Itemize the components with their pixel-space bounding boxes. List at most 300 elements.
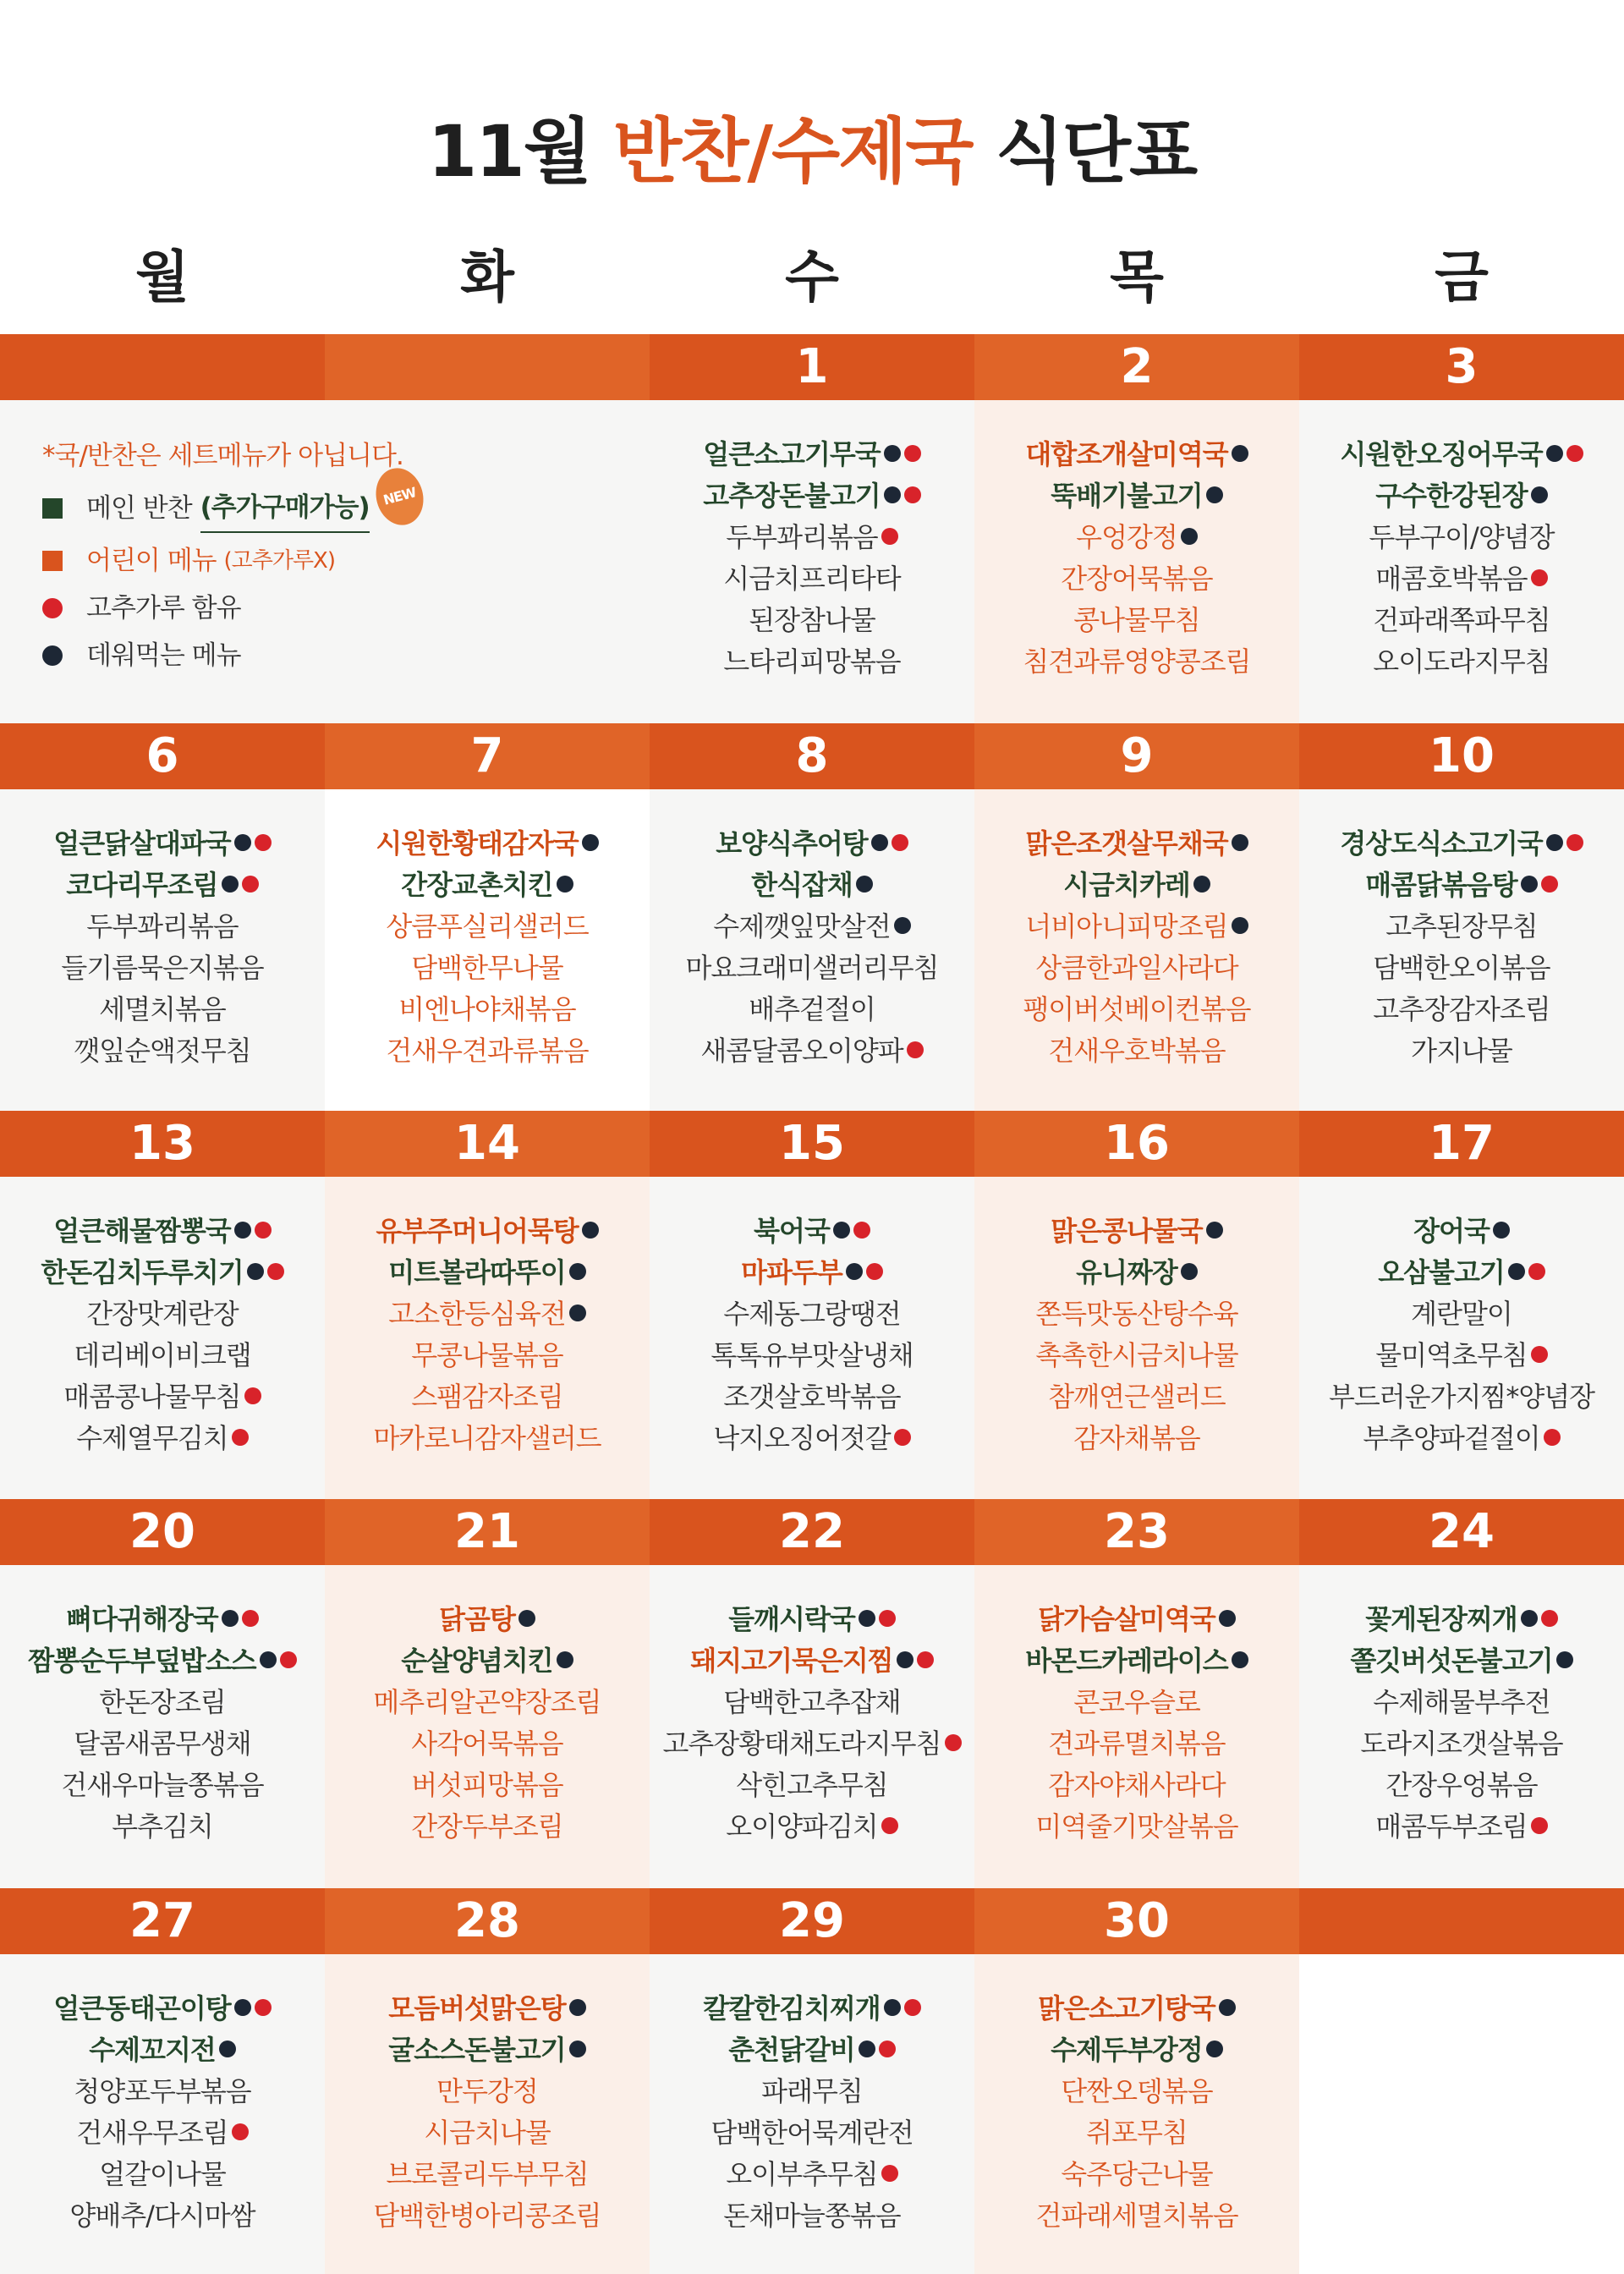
red-pepper-dot-icon	[232, 2123, 249, 2140]
side-dish	[0, 1335, 325, 1376]
side-dish	[325, 1682, 650, 1723]
reheat-dot-icon	[234, 834, 251, 851]
day-menu	[974, 400, 1299, 723]
reheat-dot-icon	[222, 1610, 239, 1627]
reheat-dot-icon	[1181, 1263, 1198, 1280]
dish-name: 간장우엉볶음	[1385, 1769, 1538, 1801]
dish-name: 새콤달콤오이양파	[700, 1035, 903, 1067]
legend-red-label: 고추가루 함유	[86, 593, 241, 623]
main-dish	[650, 823, 974, 865]
dish-name: 고추장돈불고기	[703, 480, 881, 512]
weekday-thu: 목	[1110, 244, 1164, 310]
dish-name: 톡톡유부맛살냉채	[710, 1339, 914, 1371]
side-dish	[325, 1806, 650, 1848]
day-menu	[0, 1177, 325, 1499]
main-dish	[650, 1211, 974, 1252]
side-dish	[325, 906, 650, 948]
red-pepper-dot-icon	[907, 1041, 924, 1058]
dish-name: 감자채볶음	[1073, 1422, 1200, 1454]
reheat-dot-icon	[582, 1222, 599, 1239]
date-number: 15	[779, 1116, 845, 1171]
main-dish	[325, 823, 650, 865]
date-bar	[0, 334, 1624, 400]
legend-kid	[42, 537, 650, 585]
reheat-dot-icon	[1232, 1651, 1248, 1668]
dish-name: 굴소스돈불고기	[388, 2034, 566, 2066]
dish-name: 팽이버섯베이컨볶음	[1023, 993, 1251, 1025]
red-pepper-dot-icon	[892, 834, 908, 851]
side-dish	[0, 1294, 325, 1335]
title-month: 11월	[427, 110, 590, 193]
day-menu	[1299, 1177, 1624, 1499]
main-dish	[325, 1211, 650, 1252]
kid-square-icon	[42, 551, 63, 571]
reheat-dot-icon	[1531, 486, 1548, 503]
red-dot-icon	[42, 598, 63, 618]
side-dish	[0, 2112, 325, 2154]
main-dish	[974, 1599, 1299, 1640]
main-dish	[0, 1211, 325, 1252]
date-number: 9	[974, 723, 1299, 789]
dish-name: 칼칼한김치찌개	[703, 1992, 881, 2024]
side-dish	[325, 948, 650, 989]
reheat-dot-icon	[1219, 1610, 1236, 1627]
side-dish	[1299, 1806, 1624, 1848]
date-number	[1299, 1888, 1624, 1954]
red-pepper-dot-icon	[242, 876, 259, 893]
dish-name: 메추리알곤약장조림	[373, 1686, 601, 1718]
red-pepper-dot-icon	[244, 1387, 261, 1404]
reheat-dot-icon	[557, 1651, 573, 1668]
main-dish	[650, 2030, 974, 2071]
red-pepper-dot-icon	[1541, 876, 1558, 893]
dish-name: 미트볼라따뚜이	[388, 1256, 566, 1288]
dish-name: 건새우마늘쫑볶음	[61, 1769, 264, 1801]
dish-name: 담백한어묵계란전	[710, 2117, 914, 2149]
dish-name: 닭가슴살미역국	[1038, 1603, 1215, 1635]
dish-name: 부드러운가지찜*양념장	[1328, 1381, 1595, 1413]
side-dish	[1299, 517, 1624, 558]
main-dish	[325, 865, 650, 906]
main-dish	[1299, 823, 1624, 865]
dish-name: 수제두부강정	[1051, 2034, 1203, 2066]
dish-name: 계란말이	[1411, 1298, 1512, 1330]
main-dish	[325, 1252, 650, 1294]
day-menu	[974, 1177, 1299, 1499]
dish-name: 브로콜리두부무침	[386, 2158, 589, 2190]
side-dish	[974, 1376, 1299, 1418]
dish-name: 구수한강된장	[1375, 480, 1528, 512]
date-number: 2	[974, 334, 1299, 400]
side-dish	[974, 2112, 1299, 2154]
title-accent: 반찬/수제국	[613, 110, 973, 193]
dish-name: 침견과류영양콩조림	[1023, 645, 1251, 678]
side-dish	[650, 1765, 974, 1806]
main-dish	[650, 865, 974, 906]
dish-name: 시원한황태감자국	[376, 827, 579, 860]
main-dish	[325, 2030, 650, 2071]
dish-name: 담백한고추잡채	[723, 1686, 901, 1718]
side-dish	[325, 1030, 650, 1072]
side-dish	[0, 1806, 325, 1848]
day-menu	[974, 789, 1299, 1111]
main-dish	[0, 823, 325, 865]
week-row	[0, 1888, 1624, 2274]
dish-name: 무콩나물볶음	[411, 1339, 563, 1371]
dish-name: 순살양념치킨	[401, 1645, 553, 1677]
day-menu	[1299, 1565, 1624, 1888]
side-dish	[650, 948, 974, 989]
date-number: 22	[779, 1504, 845, 1559]
side-dish	[1299, 641, 1624, 683]
red-pepper-dot-icon	[881, 1817, 898, 1834]
menu-row	[0, 400, 1624, 723]
red-pepper-dot-icon	[1544, 1429, 1561, 1446]
dish-name: 들기름묵은지볶음	[61, 952, 264, 984]
dish-name: 두부구이/양념장	[1369, 521, 1555, 553]
reheat-dot-icon	[1556, 1651, 1573, 1668]
side-dish	[325, 1294, 650, 1335]
reheat-dot-icon	[884, 1999, 901, 2016]
dish-name: 모듬버섯맑은탕	[388, 1992, 566, 2024]
dish-name: 깻잎순액젓무침	[74, 1035, 251, 1067]
side-dish	[0, 1723, 325, 1765]
dish-name: 담백한무나물	[411, 952, 563, 984]
date-number: 1	[795, 339, 829, 394]
reheat-dot-icon	[569, 1305, 586, 1321]
red-pepper-dot-icon	[879, 2041, 896, 2057]
red-pepper-dot-icon	[853, 1222, 870, 1239]
red-pepper-dot-icon	[904, 445, 921, 462]
dish-name: 매콤두부조림	[1375, 1810, 1528, 1843]
side-dish	[325, 2195, 650, 2237]
dish-name: 맑은소고기탕국	[1038, 1992, 1215, 2024]
side-dish	[974, 600, 1299, 641]
dish-name: 낙지오징어젓갈	[713, 1422, 891, 1454]
dish-name: 비엔나야채볶음	[398, 993, 576, 1025]
dish-name: 미역줄기맛살볶음	[1035, 1810, 1238, 1843]
date-number: 13	[129, 1116, 195, 1171]
side-dish	[1299, 600, 1624, 641]
dish-name: 수제꼬지전	[89, 2034, 216, 2066]
main-dish	[325, 1988, 650, 2030]
side-dish	[974, 558, 1299, 600]
red-pepper-dot-icon	[255, 834, 272, 851]
main-dish	[650, 434, 974, 475]
side-dish	[325, 989, 650, 1030]
side-dish	[1299, 906, 1624, 948]
page-title	[0, 95, 1624, 197]
side-dish	[0, 1765, 325, 1806]
dish-name: 수제열무김치	[76, 1422, 228, 1454]
day-menu	[325, 789, 650, 1111]
side-dish	[650, 517, 974, 558]
side-dish	[0, 1682, 325, 1723]
red-pepper-dot-icon	[881, 528, 898, 545]
date-bar	[0, 723, 1624, 789]
side-dish	[325, 1335, 650, 1376]
red-pepper-dot-icon	[242, 1610, 259, 1627]
side-dish	[650, 2154, 974, 2195]
reheat-dot-icon	[1206, 486, 1223, 503]
date-bar	[0, 1111, 1624, 1177]
main-dish	[325, 1599, 650, 1640]
dish-name: 너비아니피망조림	[1025, 910, 1228, 942]
side-dish	[974, 1723, 1299, 1765]
menu-row	[0, 789, 1624, 1111]
dish-name: 유니짜장	[1076, 1256, 1177, 1288]
dish-name: 건새우무조림	[76, 2117, 228, 2149]
dish-name: 한돈김치두루치기	[41, 1256, 244, 1288]
dish-name: 세멸치볶음	[99, 993, 226, 1025]
day-menu	[1299, 400, 1624, 723]
reheat-dot-icon	[1546, 445, 1563, 462]
side-dish	[974, 2154, 1299, 2195]
new-badge: NEW	[370, 463, 430, 530]
date-number: 16	[974, 1111, 1299, 1177]
red-pepper-dot-icon	[1528, 1263, 1545, 1280]
dish-name: 시금치프리타타	[723, 563, 901, 595]
menu-row	[0, 1565, 1624, 1888]
reheat-dot-icon	[1193, 876, 1210, 893]
dish-name: 쥐포무침	[1086, 2117, 1188, 2149]
legend-main	[42, 480, 650, 537]
day-menu	[1299, 789, 1624, 1111]
reheat-dot-icon	[859, 1610, 875, 1627]
side-dish	[974, 1030, 1299, 1072]
dish-name: 사각어묵볶음	[411, 1727, 563, 1760]
reheat-dot-icon	[234, 1222, 251, 1239]
main-dish	[650, 1599, 974, 1640]
dish-name: 돈채마늘쫑볶음	[723, 2200, 901, 2232]
side-dish	[650, 600, 974, 641]
legend-main-buy: (추가구매가능)	[200, 484, 370, 533]
dish-name: 건파래쪽파무침	[1373, 604, 1550, 636]
dish-name: 물미역초무침	[1375, 1339, 1528, 1371]
reheat-dot-icon	[1508, 1263, 1525, 1280]
dish-name: 북어국	[754, 1215, 830, 1247]
side-dish	[974, 1335, 1299, 1376]
dish-name: 매콤호박볶음	[1375, 563, 1528, 595]
reheat-dot-icon	[897, 1651, 914, 1668]
dish-name: 오이양파김치	[726, 1810, 878, 1843]
dish-name: 느타리피망볶음	[723, 645, 901, 678]
reheat-dot-icon	[884, 486, 901, 503]
main-dish	[974, 865, 1299, 906]
side-dish	[1299, 1294, 1624, 1335]
date-number: 14	[325, 1111, 650, 1177]
main-dish	[974, 2030, 1299, 2071]
reheat-dot-icon	[222, 876, 239, 893]
dish-name: 가지나물	[1411, 1035, 1512, 1067]
red-pepper-dot-icon	[881, 2165, 898, 2182]
dish-name: 고추된장무침	[1385, 910, 1538, 942]
reheat-dot-icon	[569, 2041, 586, 2057]
side-dish	[974, 989, 1299, 1030]
menu-row	[0, 1177, 1624, 1499]
week-row	[0, 1499, 1624, 1888]
reheat-dot-icon	[247, 1263, 264, 1280]
legend-main-label: 메인 반찬	[86, 493, 192, 524]
side-dish	[974, 1682, 1299, 1723]
dish-name: 보양식추어탕	[716, 827, 868, 860]
side-dish	[0, 1030, 325, 1072]
reheat-dot-icon	[260, 1651, 277, 1668]
main-dish	[325, 1640, 650, 1682]
reheat-dot-icon	[1546, 834, 1563, 851]
reheat-dot-icon	[518, 1610, 535, 1627]
dish-name: 시금치카레	[1063, 869, 1190, 901]
dish-name: 감자야채사라다	[1048, 1769, 1226, 1801]
date-number: 6	[145, 728, 179, 783]
side-dish	[1299, 1765, 1624, 1806]
day-menu	[650, 1954, 974, 2274]
legend-kid-label: 어린이 메뉴	[86, 546, 217, 576]
dish-name: 도라지조갯살볶음	[1360, 1727, 1563, 1760]
dish-name: 마카로니감자샐러드	[373, 1422, 601, 1454]
dish-name: 담백한병아리콩조림	[373, 2200, 601, 2232]
dish-name: 건새우호박볶음	[1048, 1035, 1226, 1067]
main-dish	[0, 1640, 325, 1682]
side-dish	[325, 2112, 650, 2154]
legend-dark	[42, 632, 650, 679]
dish-name: 간장어묵볶음	[1061, 563, 1213, 595]
side-dish	[0, 2154, 325, 2195]
dish-name: 두부꽈리볶음	[86, 910, 239, 942]
date-number: 7	[325, 723, 650, 789]
dish-name: 쫄깃버섯돈불고기	[1350, 1645, 1553, 1677]
dish-name: 경상도식소고기국	[1340, 827, 1543, 860]
day-menu	[650, 1565, 974, 1888]
dish-name: 닭곰탕	[439, 1603, 515, 1635]
reheat-dot-icon	[884, 445, 901, 462]
dish-name: 우엉강정	[1076, 521, 1177, 553]
dish-name: 배추겉절이	[749, 993, 875, 1025]
date-number: 24	[1429, 1504, 1495, 1559]
reheat-dot-icon	[569, 1263, 586, 1280]
dish-name: 파래무침	[761, 2075, 863, 2107]
dish-name: 버섯피망볶음	[411, 1769, 563, 1801]
dish-name: 수제해물부추전	[1373, 1686, 1550, 1718]
main-dish	[974, 475, 1299, 517]
reheat-dot-icon	[871, 834, 888, 851]
side-dish	[650, 1335, 974, 1376]
dish-name: 뼈다귀해장국	[66, 1603, 218, 1635]
legend	[0, 400, 650, 723]
dish-name: 맑은콩나물국	[1051, 1215, 1203, 1247]
legend-note: *국/반찬은 세트메뉴가 아닙니다.	[42, 441, 403, 471]
dish-name: 오이도라지무침	[1373, 645, 1550, 678]
red-pepper-dot-icon	[255, 1222, 272, 1239]
reheat-dot-icon	[1232, 445, 1248, 462]
reheat-dot-icon	[569, 1999, 586, 2016]
red-pepper-dot-icon	[267, 1263, 284, 1280]
dish-name: 달콤새콤무생채	[74, 1727, 251, 1760]
side-dish	[650, 1294, 974, 1335]
menu-row	[0, 1954, 1624, 2274]
side-dish	[650, 1376, 974, 1418]
dish-name: 수제동그랑땡전	[723, 1298, 901, 1330]
dish-name: 콩나물무침	[1073, 604, 1200, 636]
reheat-dot-icon	[234, 1999, 251, 2016]
dish-name: 부추양파겉절이	[1363, 1422, 1540, 1454]
dish-name: 두부꽈리볶음	[726, 521, 878, 553]
red-pepper-dot-icon	[879, 1610, 896, 1627]
reheat-dot-icon	[856, 876, 873, 893]
date-number: 8	[795, 728, 829, 783]
main-dish	[1299, 475, 1624, 517]
day-menu	[0, 1565, 325, 1888]
day-menu	[650, 789, 974, 1111]
dish-name: 숙주당근나물	[1061, 2158, 1213, 2190]
dish-name: 시원한오징어무국	[1340, 438, 1543, 470]
reheat-dot-icon	[582, 834, 599, 851]
dish-name: 조갯살호박볶음	[723, 1381, 901, 1413]
side-dish	[1299, 948, 1624, 989]
dish-name: 간장교촌치킨	[401, 869, 553, 901]
main-dish	[1299, 1211, 1624, 1252]
red-pepper-dot-icon	[280, 1651, 297, 1668]
dish-name: 고추장감자조림	[1373, 993, 1550, 1025]
dish-name: 촉촉한시금치나물	[1035, 1339, 1238, 1371]
dish-name: 고소한등심육전	[388, 1298, 566, 1330]
dish-name: 간장맛계란장	[86, 1298, 239, 1330]
reheat-dot-icon	[833, 1222, 850, 1239]
main-dish	[1299, 1252, 1624, 1294]
date-number: 10	[1429, 728, 1495, 783]
side-dish	[1299, 989, 1624, 1030]
date-number	[325, 334, 650, 400]
dish-name: 돼지고기묵은지찜	[690, 1645, 893, 1677]
day-menu	[650, 400, 974, 723]
side-dish	[974, 2071, 1299, 2112]
side-dish	[974, 1418, 1299, 1459]
weekday-fri: 금	[1435, 244, 1489, 310]
side-dish	[325, 1723, 650, 1765]
side-dish	[650, 1723, 974, 1765]
main-dish	[0, 2030, 325, 2071]
day-menu	[325, 1954, 650, 2274]
main-dish	[0, 1599, 325, 1640]
side-dish	[0, 1376, 325, 1418]
reheat-dot-icon	[1521, 876, 1538, 893]
dish-name: 고추장황태채도라지무침	[662, 1727, 941, 1760]
side-dish	[974, 641, 1299, 683]
day-menu	[0, 1954, 325, 2274]
reheat-dot-icon	[1493, 1222, 1510, 1239]
dish-name: 담백한오이볶음	[1373, 952, 1550, 984]
week-row	[0, 334, 1624, 723]
dish-name: 견과류멸치볶음	[1048, 1727, 1226, 1760]
main-dish	[974, 1252, 1299, 1294]
dish-name: 뚝배기불고기	[1051, 480, 1203, 512]
week-row	[0, 723, 1624, 1111]
dish-name: 오이부추무침	[726, 2158, 878, 2190]
dish-name: 맑은조갯살무채국	[1025, 827, 1228, 860]
red-pepper-dot-icon	[894, 1429, 911, 1446]
reheat-dot-icon	[1232, 834, 1248, 851]
main-dish	[0, 1252, 325, 1294]
red-pepper-dot-icon	[1541, 1610, 1558, 1627]
week-row	[0, 1111, 1624, 1499]
dish-name: 매콤콩나물무침	[63, 1381, 241, 1413]
reheat-dot-icon	[1206, 1222, 1223, 1239]
dish-name: 데리베이비크랩	[74, 1339, 251, 1371]
main-dish	[974, 1640, 1299, 1682]
reheat-dot-icon	[219, 2041, 236, 2057]
dish-name: 한돈장조림	[99, 1686, 226, 1718]
side-dish	[650, 1806, 974, 1848]
